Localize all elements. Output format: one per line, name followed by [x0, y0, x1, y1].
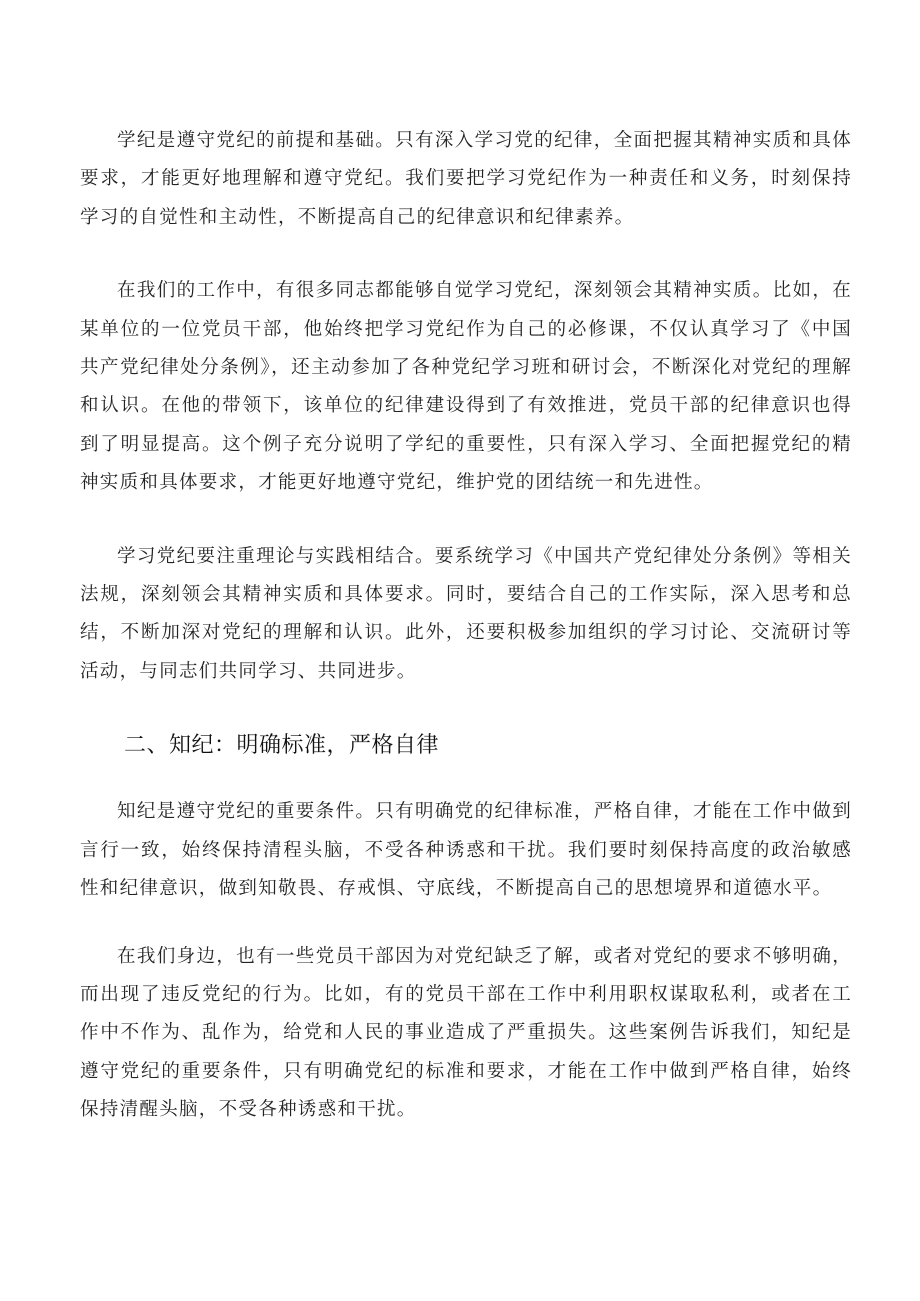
document-body	[80, 122, 852, 1130]
paragraph-study-discipline-basis: 学纪是遵守党纪的前提和基础。只有深入学习党的纪律，全面把握其精神实质和具体要求，才能更好地理解和遵守党纪。我们要把学习党纪作为一种责任和义务，时刻保持学习的自觉性和主动性，不断提高自己的纪律意识和纪律素养。	[80, 130, 852, 228]
paragraph-theory-practice: 学习党纪要注重理论与实践相结合。要系统学习《中国共产党纪律处分条例》等相关法规，深刻领会其精神实质和具体要求。同时，要结合自己的工作实际，深入思考和总结，不断加深对党纪的理解和认识。此外，还要积极参加组织的学习讨论、交流研讨等活动，与同志们共同学习、共同进步。	[80, 545, 852, 682]
section-heading-know-discipline: 二、知纪：明确标准，严格自律	[124, 733, 440, 759]
paragraph-study-example: 在我们的工作中，有很多同志都能够自觉学习党纪，深刻领会其精神实质。比如，在某单位的一位党员干部，他始终把学习党纪作为自己的必修课，不仅认真学习了《中国共产党纪律处分条例》，还主动参加了各种党纪学习班和研讨会，不断深化对党纪的理解和认识。在他的带领下，该单位的纪律建设得到了有效推进，党员干部的纪律意识也得到了明显提高。这个例子充分说明了学纪的重要性，只有深入学习、全面把握党纪的精神实质和具体要求，才能更好地遵守党纪，维护党的团结统一和先进性。	[80, 280, 852, 494]
paragraph-know-discipline-condition: 知纪是遵守党纪的重要条件。只有明确党的纪律标准，严格自律，才能在工作中做到言行一致，始终保持清程头脑，不受各种诱惑和干扰。我们要时刻保持高度的政治敏感性和纪律意识，做到知敬畏、存戒惧、守底线，不断提高自己的思想境界和道德水平。	[80, 801, 852, 900]
paragraph-violation-cases: 在我们身边，也有一些党员干部因为对党纪缺乏了解，或者对党纪的要求不够明确，而出现了违反党纪的行为。比如，有的党员干部在工作中利用职权谋取私利，或者在工作中不作为、乱作为，给党和人民的事业造成了严重损失。这些案例告诉我们，知纪是遵守党纪的重要条件，只有明确党纪的标准和要求，才能在工作中做到严格自律，始终保持清醒头脑，不受各种诱惑和干扰。	[80, 945, 852, 1121]
